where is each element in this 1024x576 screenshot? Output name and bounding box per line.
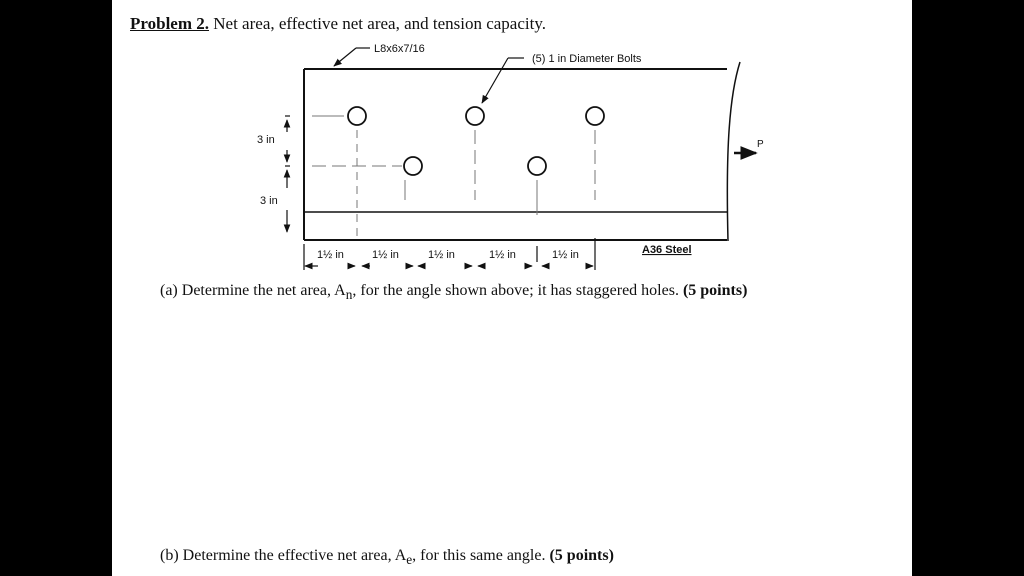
horizontal-dim-1: 1½ in — [317, 249, 344, 261]
question-a-text-end: , for the angle shown above; it has staggered holes. — [352, 282, 683, 299]
bolt-hole — [586, 107, 604, 125]
question-b — [160, 547, 614, 568]
horizontal-dim-4: 1½ in — [489, 249, 516, 261]
question-a-text: (a) Determine the net area, A — [160, 282, 346, 299]
horizontal-dim-5: 1½ in — [552, 249, 579, 261]
question-a-subscript: n — [345, 287, 353, 303]
bolt-hole — [348, 107, 366, 125]
bolt-hole — [404, 157, 422, 175]
bolts-label: (5) 1 in Diameter Bolts — [532, 53, 642, 65]
question-b-points: (5 points) — [549, 547, 614, 564]
question-b-text: (b) Determine the effective net area, A — [160, 547, 407, 564]
bolt-hole — [528, 157, 546, 175]
load-label: P — [757, 139, 764, 150]
bolt-holes — [348, 107, 604, 175]
problem-page — [112, 0, 912, 576]
angle-bolt-diagram — [112, 0, 912, 280]
material-label: A36 Steel — [642, 244, 692, 256]
bolt-hole — [466, 107, 484, 125]
horizontal-dim-3: 1½ in — [428, 249, 455, 261]
horizontal-dim-2: 1½ in — [372, 249, 399, 261]
question-a — [160, 282, 747, 303]
vertical-dim-1: 3 in — [257, 134, 275, 146]
question-a-points: (5 points) — [682, 282, 748, 299]
question-b-subscript: e — [406, 552, 413, 568]
angle-outline — [304, 62, 740, 241]
vertical-dim-2: 3 in — [260, 195, 278, 207]
vertical-dimension-lines — [285, 116, 290, 232]
gage-lines — [312, 116, 595, 240]
problem-number: Problem 2. — [130, 14, 210, 33]
section-label: L8x6x7/16 — [374, 43, 425, 55]
problem-title: Net area, effective net area, and tension capacity. — [209, 14, 546, 33]
leader-lines — [334, 48, 524, 103]
question-b-text-end: , for this same angle. — [412, 547, 550, 564]
